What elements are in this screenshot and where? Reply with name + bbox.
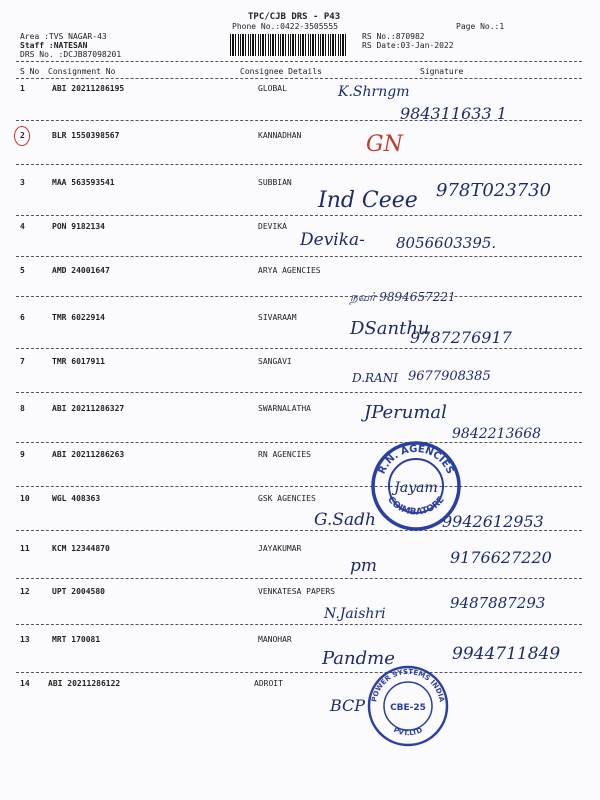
stamp-bottom-text: COIMBATORE bbox=[385, 495, 447, 518]
row-signature: DSanthu bbox=[350, 318, 430, 339]
row-divider bbox=[16, 486, 582, 487]
row-consignment: KCM 12344870 bbox=[52, 544, 110, 553]
row-signature-phone: 9787276917 bbox=[410, 328, 512, 347]
row-consignment: ABI 20211286122 bbox=[48, 679, 121, 688]
row-signature: pm bbox=[350, 556, 378, 576]
stamp-signature: Jayam bbox=[394, 480, 438, 496]
row-consignment: TMR 6017911 bbox=[52, 357, 105, 366]
row-consignee: MANOHAR bbox=[258, 635, 292, 644]
row-consignment: ABI 20211286327 bbox=[52, 404, 125, 413]
row-divider bbox=[16, 442, 582, 443]
row-divider bbox=[16, 392, 582, 393]
header-divider bbox=[16, 61, 582, 62]
col-sno: S No bbox=[20, 67, 40, 76]
row-signature-phone: 978T023730 bbox=[436, 180, 552, 201]
row-signature-phone: 9487887293 bbox=[450, 594, 546, 612]
drs-number: DRS No. :DCJB87098201 bbox=[20, 50, 122, 59]
row-consignment: ABI 20211286195 bbox=[52, 84, 125, 93]
row-consignment: UPT 2004580 bbox=[52, 587, 105, 596]
row-consignee: JAYAKUMAR bbox=[258, 544, 302, 553]
row-divider bbox=[16, 624, 582, 625]
row-signature-phone: 9944711849 bbox=[452, 644, 561, 664]
row-consignee: ARYA AGENCIES bbox=[258, 266, 321, 275]
row-divider bbox=[16, 348, 582, 349]
row-signature-phone: 9677908385 bbox=[408, 369, 491, 384]
row-sno: 3 bbox=[20, 178, 25, 187]
area-label: Area :TVS NAGAR-43 bbox=[20, 32, 107, 41]
row-consignment: MAA 563593541 bbox=[52, 178, 115, 187]
row-signature: Devika- bbox=[300, 230, 365, 250]
row-consignment: ABI 20211286263 bbox=[52, 450, 125, 459]
row-sno: 7 bbox=[20, 357, 25, 366]
row-divider bbox=[16, 215, 582, 216]
row-consignee: ADROIT bbox=[254, 679, 283, 688]
row-divider bbox=[16, 164, 582, 165]
row-consignee: RN AGENCIES bbox=[258, 450, 311, 459]
row-sno: 12 bbox=[20, 587, 30, 596]
row-sno: 11 bbox=[20, 544, 30, 553]
row-sno: 8 bbox=[20, 404, 25, 413]
row-sno: 13 bbox=[20, 635, 30, 644]
staff-label: Staff :NATESAN bbox=[20, 41, 88, 50]
row-divider bbox=[16, 256, 582, 257]
row-signature: Pandme bbox=[322, 648, 395, 669]
stamp-top-text: POWER SYSTEMS INDIA bbox=[370, 667, 446, 703]
row-signature: N.Jaishri bbox=[324, 606, 386, 622]
row-consignee: DEVIKA bbox=[258, 222, 287, 231]
row-consignee: GSK AGENCIES bbox=[258, 494, 316, 503]
row-signature: JPerumal bbox=[364, 402, 447, 423]
row-sno: 9 bbox=[20, 450, 25, 459]
row-consignee: SIVARAAM bbox=[258, 313, 297, 322]
row-sno: 1 bbox=[20, 84, 25, 93]
row-sno: 2 bbox=[20, 131, 25, 140]
row-sno: 4 bbox=[20, 222, 25, 231]
phone-number: Phone No.:0422-3505555 bbox=[232, 22, 338, 31]
rs-number: RS No.:870982 bbox=[362, 32, 425, 41]
row-consignment: PON 9182134 bbox=[52, 222, 105, 231]
row-consignee: VENKATESA PAPERS bbox=[258, 587, 336, 596]
row-sno: 5 bbox=[20, 266, 25, 275]
stamp-top-text: R.N. AGENCIES bbox=[376, 443, 456, 476]
rn-agencies-stamp bbox=[370, 440, 462, 532]
row-signature: K.Shrngm bbox=[338, 84, 410, 100]
row-consignee: SWARNALATHA bbox=[258, 404, 311, 413]
row-signature: BCP bbox=[330, 696, 366, 715]
row-consignee: GLOBAL bbox=[258, 84, 287, 93]
row-consignee: SANGAVI bbox=[258, 357, 292, 366]
row-sno: 14 bbox=[20, 679, 30, 688]
row-divider bbox=[16, 578, 582, 579]
row-signature-phone: 8056603395. bbox=[396, 234, 497, 252]
stamp-bottom-text: PVT.LTD bbox=[392, 726, 424, 738]
row-consignment: BLR 1550398567 bbox=[52, 131, 120, 140]
row-consignment: WGL 408363 bbox=[52, 494, 101, 503]
row-consignment: AMD 24001647 bbox=[52, 266, 110, 275]
row-consignee: SUBBIAN bbox=[258, 178, 292, 187]
page-number: Page No.:1 bbox=[456, 22, 505, 31]
row-divider bbox=[16, 530, 582, 531]
row-signature-phone: 9942612953 bbox=[442, 512, 544, 531]
row-signature-phone: 9842213668 bbox=[452, 426, 542, 442]
row-divider bbox=[16, 672, 582, 673]
col-signature: Signature bbox=[420, 67, 464, 76]
col-consignee: Consignee Details bbox=[240, 67, 322, 76]
row-consignment: MRT 170081 bbox=[52, 635, 101, 644]
row-signature-phone: 9176627220 bbox=[450, 548, 552, 567]
row-consignment: TMR 6022914 bbox=[52, 313, 105, 322]
stamp-center-text: CBE-25 bbox=[390, 703, 426, 713]
row-sno: 6 bbox=[20, 313, 25, 322]
columns-divider bbox=[16, 78, 582, 79]
barcode bbox=[230, 34, 348, 56]
row-divider bbox=[16, 120, 582, 121]
row-signature: D.RANI bbox=[352, 371, 398, 385]
row-divider bbox=[16, 296, 582, 297]
row-signature: G.Sadh bbox=[314, 510, 376, 530]
power-systems-stamp bbox=[366, 664, 450, 748]
row-sno: 10 bbox=[20, 494, 30, 503]
row-signature: GN bbox=[366, 132, 403, 157]
rs-date: RS Date:03-Jan-2022 bbox=[362, 41, 454, 50]
col-consignment: Consignment No bbox=[48, 67, 116, 76]
row-signature-phone: 984311633 1 bbox=[400, 104, 507, 123]
row-consignee: KANNADHAN bbox=[258, 131, 302, 140]
handwritten-note: நவர் 9894657221 bbox=[350, 290, 456, 304]
row-signature: Ind Ceee bbox=[318, 188, 418, 213]
sheet-title: TPC/CJB DRS - P43 bbox=[248, 12, 341, 22]
